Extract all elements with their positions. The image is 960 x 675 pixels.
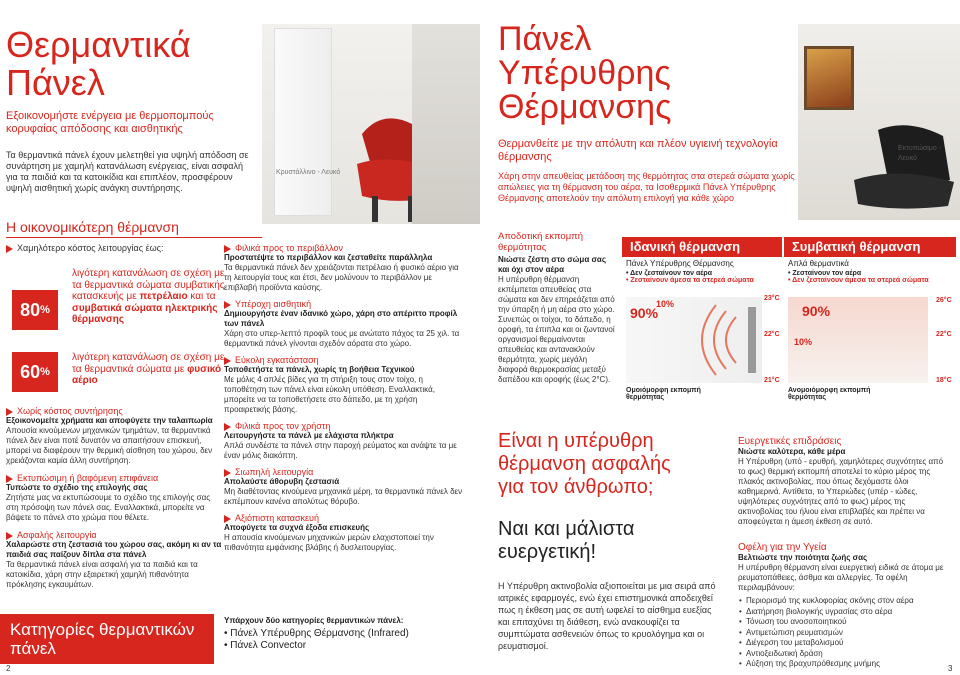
arrow-right-icon xyxy=(6,245,13,253)
ideal-heading: Ιδανική θέρμανση xyxy=(622,237,782,257)
arrow-right-icon xyxy=(224,469,231,477)
safety-question: Είναι η υπέρυθρη θέρμανση ασφαλής για τον άνθρωπο; xyxy=(498,430,671,498)
right-intro: Χάρη στην απευθείας μετάδοση της θερμότητας στα στερεά σώματα χωρίς απώλειες για τη θέρμανση του αέρα, τα Ισοθερμικά Πάνελ Υπέρυθρης Θέρμανσης αποτελούν την απόλυτη επιλογή για κάθε χώρο xyxy=(498,171,795,203)
panel-image xyxy=(274,28,332,216)
arrow-right-icon xyxy=(224,515,231,523)
feature-install: Εύκολη εγκατάσταση Τοποθετήστε τα πάνελ, χωρίς τη βοήθεια Τεχνικού Με μόλις 4 απλές βίδες για τη στήριξη τους στον τοίχο, η τοποθέτηση των πάνελ είναι εύκολη υπόθεση. Εναλλακτικά, μπορείτε να τα τοποθετήσετε στο δάπεδο, με τη χρήση προαιρετικής βάσης. xyxy=(224,355,435,414)
conventional-diagram: 90% 10% xyxy=(788,297,928,383)
list-item: • Αντιοξειδωτική δράση xyxy=(738,649,950,660)
features-col-2 xyxy=(224,243,464,553)
conventional-heading: Συμβατική θέρμανση xyxy=(784,237,956,257)
health-benefits: Οφέλη για την Υγεία Βελτιώστε την ποιότητα ζωής σας Η υπέρυθρη θέρμανση είναι ευεργετική ειδικά σε άτομα με ρευματοπάθειες, άσθμα και αλλεργίες. Τα οφέλη περιλαμβάνουν: • Περιορισμό της κυκλοφορίας σκόνης στον αέρα • Διατήρηση βιολογικής υγρασίας στο αέρα • Τόνωση του ανοσοποιητικού • Αντιμετώπιση ρευματισμών • Διέγερση του μεταβολισμού • Αντιοξειδωτική δράση • Αύξηση της βραχυπρόθεσμης μνήμης xyxy=(738,542,950,670)
black-chair-image xyxy=(848,120,958,216)
left-subtitle: Εξοικονομήστε ενέργεια με θερμοπομπούς κορυφαίας απόδοσης και αισθητικής xyxy=(6,110,214,135)
cost-intro: Χαμηλότερο κόστος λειτουργίας έως: xyxy=(6,243,163,253)
category-item: • Πάνελ Υπέρυθρης Θέρμανσης (Infrared) xyxy=(224,628,409,639)
conventional-heating-box: Συμβατική θέρμανση Απλά θερμαντικά • Ζεσταίνουν τον αέρα • Δεν ζεσταίνουν άμεσα τα στερεά σώματα 90% 10% 26°C 22°C 18°C Ανομοιόμορφη εκπομπή θερμότητας xyxy=(784,237,956,407)
features-col-1 xyxy=(6,406,224,590)
divider xyxy=(6,237,262,238)
categories-label: Κατηγορίες θερμαντικών πάνελ xyxy=(0,614,214,664)
health-list xyxy=(738,596,950,670)
list-item: • Διατήρηση βιολογικής υγρασίας στο αέρα xyxy=(738,607,950,618)
product-photo xyxy=(262,24,480,224)
list-item: • Αύξηση της βραχυπρόθεσμης μνήμης xyxy=(738,659,950,670)
right-title: Πάνελ Υπέρυθρης Θέρμανσης xyxy=(498,20,672,126)
right-subtitle: Θερμανθείτε με την απόλυτη και πλέον υγιεινή τεχνολογία θέρμανσης xyxy=(498,138,778,163)
feature-aesthetics: Υπέροχη αισθητική Δημιουργήστε έναν ιδανικό χώρο, χάρη στο απέριττο προφίλ των πάνελ Χάρη στο υπερ-λεπτό προφίλ τους με ανώτατο πάχος τα 25 χιλ. τα θερμαντικά πάνελ γίνονται σχεδόν αόρατα στο χώρο. xyxy=(224,299,460,348)
page-number: 3 xyxy=(948,664,953,673)
arrow-right-icon xyxy=(224,245,231,253)
feature-user-friendly: Φιλικά προς τον χρήστη Λειτουργήστε τα πάνελ με ελάχιστα πλήκτρα Απλά συνδέστε τα πάνελ στην παροχή ρεύματος και ανάψτε τα με έναν μόλις διακόπτη. xyxy=(224,421,457,460)
page-number: 2 xyxy=(6,664,11,673)
arrow-right-icon xyxy=(224,423,231,431)
panel-caption: Κρυστάλλινο - Λευκό xyxy=(276,169,341,176)
list-item: • Διέγερση του μεταβολισμού xyxy=(738,638,950,649)
feature-reliable: Αξιόπιστη κατασκευή Αποφύγετε τα συχνά έξοδα επισκευής Η απουσία κινούμενων μηχανικών μερών ελαχιστοποιεί την πιθανότητα εμφάνισης βλάβης ή δυσλειτουργίας. xyxy=(224,513,434,552)
benefits: Ευεργετικές επιδράσεις Νιώστε καλύτερα, κάθε μέρα Η Υπέρυθρη (υπό - ερυθρή, χαμηλότερες συχνότητες από το φως) θερμική εκπομπή αποτελεί το κύριο μέρος της πλακός ακτινοβολίας, που όπως δεχόμαστε όλοι καθημερινά. Αντίθετα, το Υπεριώδες (υπέρ - ιώδες, υψηλότερες συχνότητες από το φως) μέρος της ακτινοβολίας του ήλιου είναι επιβλαβές και πρέπει να αποφεύγεται η άμεση έκθεση σε αυτό. xyxy=(738,436,944,526)
feature-safe: Ασφαλής λειτουργία Χαλαρώστε στη ζεστασιά του χώρου σας, ακόμη κι αν τα παιδιά σας παίζουν δίπλα στα πάνελ Τα θερμαντικά πάνελ είναι ασφαλή για τα παιδιά και τα κατοικίδια, χάρη στην εξαιρετική χαμηλή πιθανότητα πρόκλησης εγκαυμάτων. xyxy=(6,530,222,589)
arrow-right-icon xyxy=(6,408,13,416)
category-item: • Πάνελ Convector xyxy=(224,640,307,651)
arrow-right-icon xyxy=(224,357,231,365)
list-item: • Αντιμετώπιση ρευματισμών xyxy=(738,628,950,639)
arrow-right-icon xyxy=(224,301,231,309)
list-item: • Τόνωση του ανοσοποιητικού xyxy=(738,617,950,628)
badge-60-text: λιγότερη κατανάλωση σε σχέση με τα θερμαντικά σώματα με φυσικό αέριο xyxy=(72,352,225,386)
room-photo xyxy=(798,24,960,220)
photo-caption: Εκτυπώσιμο - Λευκό xyxy=(898,145,942,162)
right-page xyxy=(480,0,960,675)
badge-60: 60 % xyxy=(12,352,58,392)
feature-printable: Εκτυπώσιμη ή βαφόμενη επιφάνεια Τυπώστε το σχέδιο της επιλογής σας Ζητήστε μας να εκτυπώσουμε το σχέδιο της επιλογής σας στη πρόσοψη των πάνελ σας. Εναλλακτικά, μπορείτε να βάψετε το πάνελ στο χρώμα που θέλετε. xyxy=(6,473,211,522)
feature-silent: Σιωπηλή λειτουργία Απολαύστε άθορυβη ζεστασιά Μη διαθέτοντας κινούμενα μηχανικά μέρη, τα θερμαντικά πάνελ δεν εκπέμπουν κανένα απολύτως θόρυβο. xyxy=(224,467,463,506)
efficient-emission: Αποδοτική εκπομπή θερμότητας Νιώστε ζέστη στο σώμα σας και όχι στον αέρα Η υπέρυθρη θέρμανση εκπέμπεται απευθείας στα σώματα και δεν επηρεάζεται από την ύπαρξη ή μη αέρα στο χώρο. Συνεπώς οι τοίχοι, το δάπεδο, η οροφή, τα έπιπλα και οι ζωντανοί οργανισμοί θερμαίνονται απευθείας και αντανακλούν θερμότητα, χωρίς μεγάλη διαφορά θερμοκρασίας μεταξύ δαπέδου και οροφής (έως 2°C). xyxy=(498,231,615,384)
economy-heading: Η οικονομικότερη θέρμανση xyxy=(6,219,179,235)
ideal-diagram: 90% 10% xyxy=(626,297,762,383)
wall-image xyxy=(412,24,480,224)
badge-80-text: λιγότερη κατανάλωση σε σχέση με τα θερμαντικά σώματα συμβατικής κατασκευής με πετρέλαιο και τα συμβατικά σώματα ηλεκτρικής θέρμανσης xyxy=(72,268,225,325)
left-intro: Τα θερμαντικά πάνελ έχουν μελετηθεί για υψηλή απόδοση σε συνάρτηση με χαμηλή κατανάλωση ενέργειας, είναι ασφαλή για τα παιδιά και τα κατοικίδια και επιπλέον, προσφέρουν υψηλή αισθητική χωρίς ανάγκη συντήρησης. xyxy=(6,150,249,193)
safety-answer: Ναι και μάλιστα ευεργετική! xyxy=(498,518,635,563)
arrow-right-icon xyxy=(6,532,13,540)
left-title: Θερμαντικά Πάνελ xyxy=(6,24,191,103)
framed-panel-image xyxy=(804,46,854,110)
badge-80: 80 % xyxy=(12,290,58,330)
feature-maintenance: Χωρίς κόστος συντήρησης Εξοικονομείτε χρήματα και αποφύγετε την ταλαιπωρία Απουσία κινούμενων μηχανικών τμημάτων, τα θερμαντικά πάνελ δεν είναι ποτέ δυνατόν να απαιτήσουν επισκευή, μπορεί να διαφέρουν την θερμική αίσθηση του χώρου, δεν χρειάζονται καμία άλλη συντήρηση. xyxy=(6,406,213,465)
arrow-right-icon xyxy=(6,475,13,483)
feature-eco: Φιλικά προς το περιβάλλον Προστατέψτε το περιβάλλον και ζεσταθείτε παράλληλα Τα θερμαντικά πάνελ δεν χρειάζονται πετρέλαιο ή φυσικό αέριο για τη λειτουργία τους και έτσι, δεν μολύνουν το περιβάλλον με επιβλαβή προϊόντα καύσης. xyxy=(224,243,459,292)
ideal-heating-box: Ιδανική θέρμανση Πάνελ Υπέρυθρης Θέρμανσης • Δεν ζεσταίνουν τον αέρα • Ζεσταίνουν άμεσα τα στερεά σώματα 90% 10% 23°C 22°C 21°C Ομοιόμορφη εκπομπή θερμότητας xyxy=(622,237,782,407)
categories-list: Υπάρχουν δύο κατηγορίες θερμαντικών πάνελ: • Πάνελ Υπέρυθρης Θέρμανσης (Infrared) • Πάνελ Convector xyxy=(224,616,469,652)
list-item: • Περιορισμό της κυκλοφορίας σκόνης στον αέρα xyxy=(738,596,950,607)
safety-text: Η Υπέρυθρη ακτινοβολία αξιοποιείται με μια σειρά από ιατρικές εφαρμογές, ενώ έχει επιστημονικά αποδειχθεί πως η έκθεση μας σε αυτή ωφελεί το αίσθημα ευεξίας και επιταχύνει τη διάθεση, ενώ ανακουφίζει τα συμπτώματα ασθενειών όπως το κρυολόγημα και οι ρευματισμοί. xyxy=(498,581,716,651)
